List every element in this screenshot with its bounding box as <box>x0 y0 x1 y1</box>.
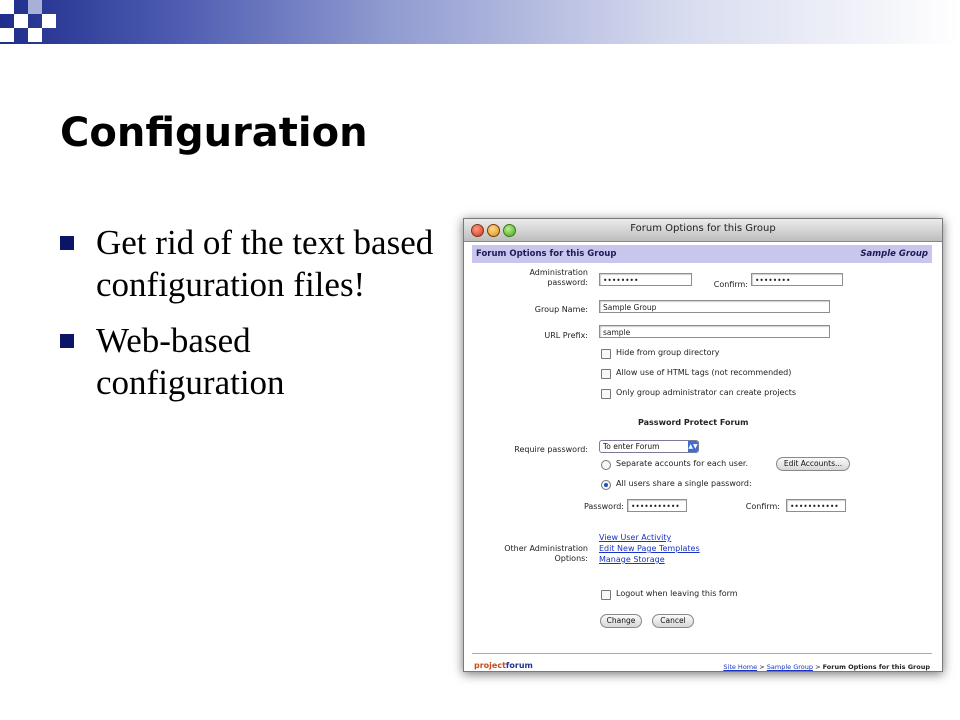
edit-accounts-button[interactable]: Edit Accounts... <box>776 457 850 471</box>
options-header-group: Sample Group <box>860 249 928 259</box>
require-password-label: Require password: <box>514 445 588 454</box>
view-user-activity-link[interactable]: View User Activity <box>599 533 672 542</box>
admin-only-projects-label: Only group administrator can create projects <box>616 388 797 397</box>
decorative-square <box>14 14 28 28</box>
separate-accounts-label: Separate accounts for each user. <box>616 459 748 468</box>
bullet-item <box>60 222 440 306</box>
decorative-square <box>28 0 42 14</box>
options-header-band <box>472 245 932 263</box>
bullet-text: Web-based configuration <box>96 321 285 402</box>
forum-options-window <box>463 218 943 672</box>
password-label: Password: <box>583 502 624 511</box>
confirm2-label: Confirm: <box>745 502 780 511</box>
footer-divider <box>472 653 932 654</box>
decorative-header-band <box>0 0 960 44</box>
group-name-field[interactable]: Sample Group <box>599 300 830 313</box>
breadcrumb-current: Forum Options for this Group <box>822 663 930 671</box>
breadcrumb-group-link[interactable]: Sample Group <box>766 663 813 671</box>
breadcrumb <box>723 663 930 671</box>
confirm-label: Confirm: <box>713 280 748 289</box>
options-header-title: Forum Options for this Group <box>476 249 617 259</box>
projectforum-logo <box>474 661 533 670</box>
admin-only-projects-checkbox[interactable] <box>601 389 611 399</box>
logo-text-project: project <box>474 661 506 670</box>
square-bullet-icon <box>60 236 74 250</box>
bullet-list <box>60 222 440 418</box>
breadcrumb-separator: > <box>815 663 821 671</box>
shared-password-field[interactable]: ••••••••••• <box>627 499 687 512</box>
bullet-text: Get rid of the text based configuration files! <box>96 223 434 304</box>
confirm-password-field[interactable]: •••••••• <box>751 273 843 286</box>
require-password-select[interactable] <box>599 440 699 453</box>
cancel-button[interactable]: Cancel <box>652 614 694 628</box>
allow-html-checkbox[interactable] <box>601 369 611 379</box>
require-password-value: To enter Forum <box>603 442 660 451</box>
shared-password-radio[interactable] <box>601 480 611 490</box>
allow-html-label: Allow use of HTML tags (not recommended) <box>616 368 792 377</box>
hide-directory-checkbox[interactable] <box>601 349 611 359</box>
group-name-label: Group Name: <box>534 305 588 314</box>
window-title: Forum Options for this Group <box>630 223 776 234</box>
breadcrumb-separator: > <box>759 663 765 671</box>
slide-title: Configuration <box>60 110 368 156</box>
other-admin-options-label: Other Administration Options: <box>504 544 588 563</box>
logout-checkbox[interactable] <box>601 590 611 600</box>
logo-text-forum: forum <box>505 661 533 670</box>
breadcrumb-home-link[interactable]: Site Home <box>723 663 758 671</box>
window-titlebar[interactable] <box>464 219 942 242</box>
separate-accounts-radio[interactable] <box>601 460 611 470</box>
select-arrows-icon: ▲▼ <box>688 443 698 450</box>
change-button[interactable]: Change <box>600 614 642 628</box>
url-prefix-label: URL Prefix: <box>544 331 588 340</box>
decorative-square <box>0 28 14 42</box>
decorative-square <box>0 0 14 14</box>
square-bullet-icon <box>60 334 74 348</box>
shared-password-label: All users share a single password: <box>616 479 752 488</box>
password-protect-heading: Password Protect Forum <box>638 418 749 427</box>
window-content <box>470 243 934 671</box>
url-prefix-field[interactable]: sample <box>599 325 830 338</box>
manage-storage-link[interactable]: Manage Storage <box>599 555 665 564</box>
decorative-square <box>28 28 42 42</box>
decorative-square <box>42 14 56 28</box>
shared-confirm-field[interactable]: ••••••••••• <box>786 499 846 512</box>
bullet-item <box>60 320 440 404</box>
hide-directory-label: Hide from group directory <box>616 348 720 357</box>
edit-page-templates-link[interactable]: Edit New Page Templates <box>599 544 700 553</box>
logout-label: Logout when leaving this form <box>616 589 738 598</box>
admin-password-label: Administration password: <box>529 268 588 287</box>
admin-password-field[interactable]: •••••••• <box>599 273 692 286</box>
